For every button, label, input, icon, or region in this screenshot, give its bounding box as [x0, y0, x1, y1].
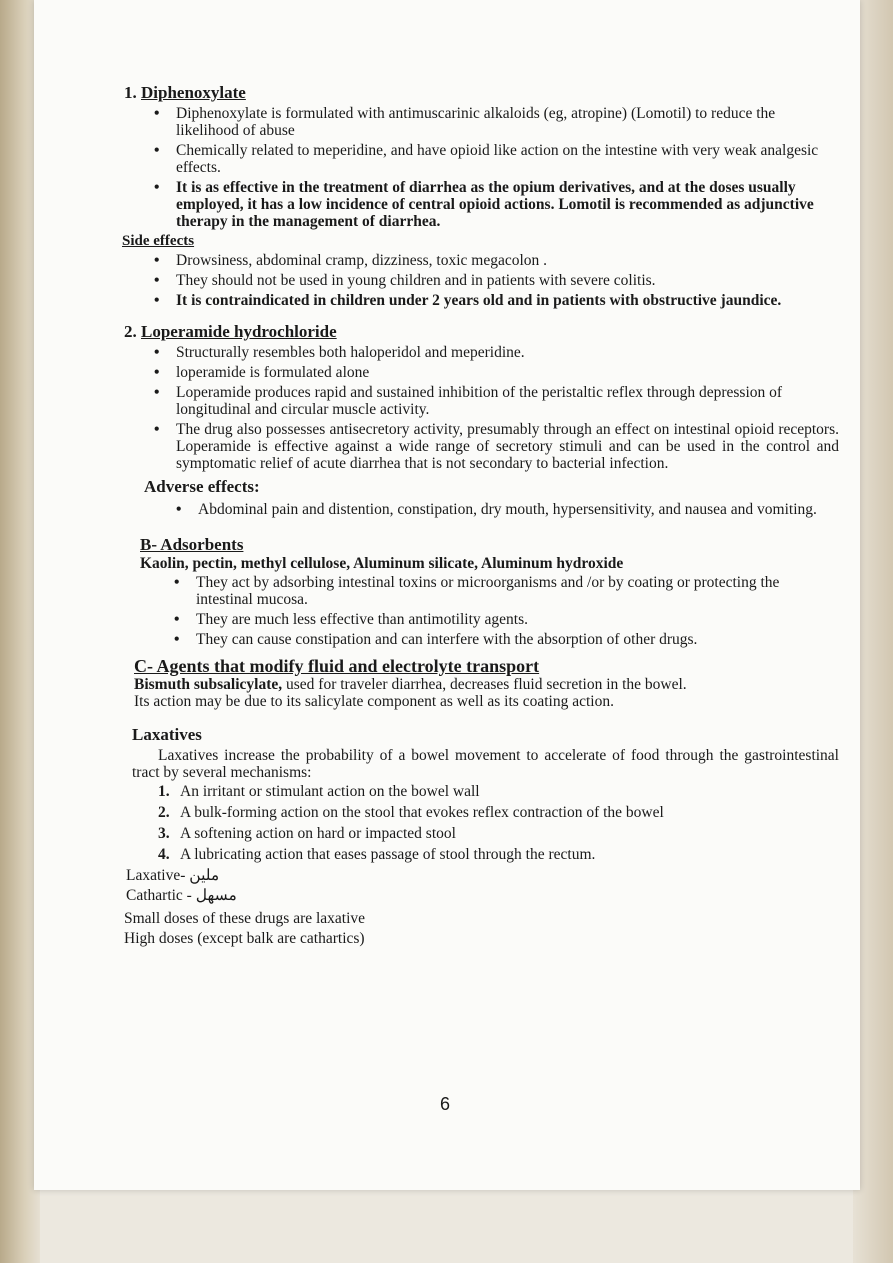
list-item: • Abdominal pain and distention, constipation, dry mouth, hypersensitivity, and nausea and vomiting. — [198, 501, 839, 518]
list-item: • They should not be used in young children and in patients with severe colitis. — [176, 272, 839, 289]
diphenoxylate-bullets — [154, 105, 839, 230]
heading-text: Diphenoxylate — [141, 83, 246, 102]
fluid-electrolyte-heading: C- Agents that modify fluid and electrolyte transport — [134, 656, 540, 676]
list-item: • Diphenoxylate is formulated with antimuscarinic alkaloids (eg, atropine) (Lomotil) to reduce the likelihood of abuse — [176, 105, 839, 139]
laxatives-heading: Laxatives — [132, 725, 202, 744]
list-item: • They can cause constipation and can interfere with the absorption of other drugs. — [196, 631, 839, 648]
list-item: • They are much less effective than antimotility agents. — [196, 611, 839, 628]
cathartic-definition: Cathartic - مسهل — [126, 887, 237, 904]
list-item — [158, 783, 839, 800]
list-item: • They act by adsorbing intestinal toxins or microorganisms and /or by coating or protecting the intestinal mucosa. — [196, 574, 839, 608]
adverse-effects-heading: Adverse effects: — [144, 477, 260, 496]
list-item — [158, 846, 839, 863]
adsorbents-heading: B- Adsorbents — [140, 535, 244, 554]
laxatives-intro: Laxatives increase the probability of a bowel movement to accelerate of food through the gastrointestinal tract by several mechanisms: — [132, 747, 839, 781]
page-number: 6 — [439, 1094, 450, 1114]
list-item: • The drug also possesses antisecretory activity, presumably through an effect on intestinal opioid receptors. Loperamide is effective against a wide range of secretory stimuli and can be used in the control and symptomatic relief of acute diarrhea that is not secondary to bacterial infection. — [176, 421, 839, 472]
heading-number: 2. — [124, 322, 137, 341]
high-doses-note: High doses (except balk are cathartics) — [124, 930, 365, 947]
item-text: A bulk-forming action on the stool that evokes reflex contraction of the bowel — [180, 804, 664, 821]
list-item: • loperamide is formulated alone — [176, 364, 839, 381]
heading-text: Loperamide hydrochloride — [141, 322, 337, 341]
item-text: A lubricating action that eases passage of stool through the rectum. — [180, 846, 596, 863]
list-item — [158, 804, 839, 821]
heading-diphenoxylate — [124, 84, 839, 101]
laxative-definition: Laxative- ملين — [126, 867, 220, 884]
item-number: 4. — [158, 846, 170, 863]
bismuth-line — [134, 676, 839, 693]
side-effects-bullets — [154, 252, 839, 309]
page-content — [124, 84, 839, 947]
bismuth-label: Bismuth subsalicylate, — [134, 676, 283, 693]
list-item: • Loperamide produces rapid and sustained inhibition of the peristaltic reflex through depression of longitudinal and circular muscle activity. — [176, 384, 839, 418]
list-item — [158, 825, 839, 842]
loperamide-bullets — [154, 344, 839, 472]
laxatives-mechanisms — [158, 783, 839, 863]
adverse-effects-bullets — [176, 501, 839, 518]
list-item: • It is contraindicated in children under 2 years old and in patients with obstructive jaundice. — [176, 292, 839, 309]
adsorbents-list-line: Kaolin, pectin, methyl cellulose, Aluminum silicate, Aluminum hydroxide — [140, 555, 624, 572]
item-text: An irritant or stimulant action on the bowel wall — [180, 783, 480, 800]
salicylate-line: Its action may be due to its salicylate component as well as its coating action. — [134, 693, 614, 710]
list-item: • It is as effective in the treatment of diarrhea as the opium derivatives, and at the doses usually employed, it has a low incidence of central opioid actions. Lomotil is recommended as adjunctive therapy in the management of diarrhea. — [176, 179, 839, 230]
list-item: • Drowsiness, abdominal cramp, dizziness, toxic megacolon . — [176, 252, 839, 269]
small-doses-note: Small doses of these drugs are laxative — [124, 910, 366, 927]
item-text: A softening action on hard or impacted stool — [180, 825, 456, 842]
item-number: 1. — [158, 783, 170, 800]
heading-loperamide — [124, 323, 839, 340]
bismuth-text: used for traveler diarrhea, decreases fluid secretion in the bowel. — [282, 676, 687, 693]
item-number: 3. — [158, 825, 170, 842]
adsorbents-bullets — [174, 574, 839, 648]
document-page — [34, 0, 860, 1190]
list-item: • Chemically related to meperidine, and have opioid like action on the intestine with very weak analgesic effects. — [176, 142, 839, 176]
item-number: 2. — [158, 804, 170, 821]
list-item: • Structurally resembles both haloperidol and meperidine. — [176, 344, 839, 361]
side-effects-heading: Side effects — [122, 233, 195, 249]
heading-number: 1. — [124, 83, 137, 102]
